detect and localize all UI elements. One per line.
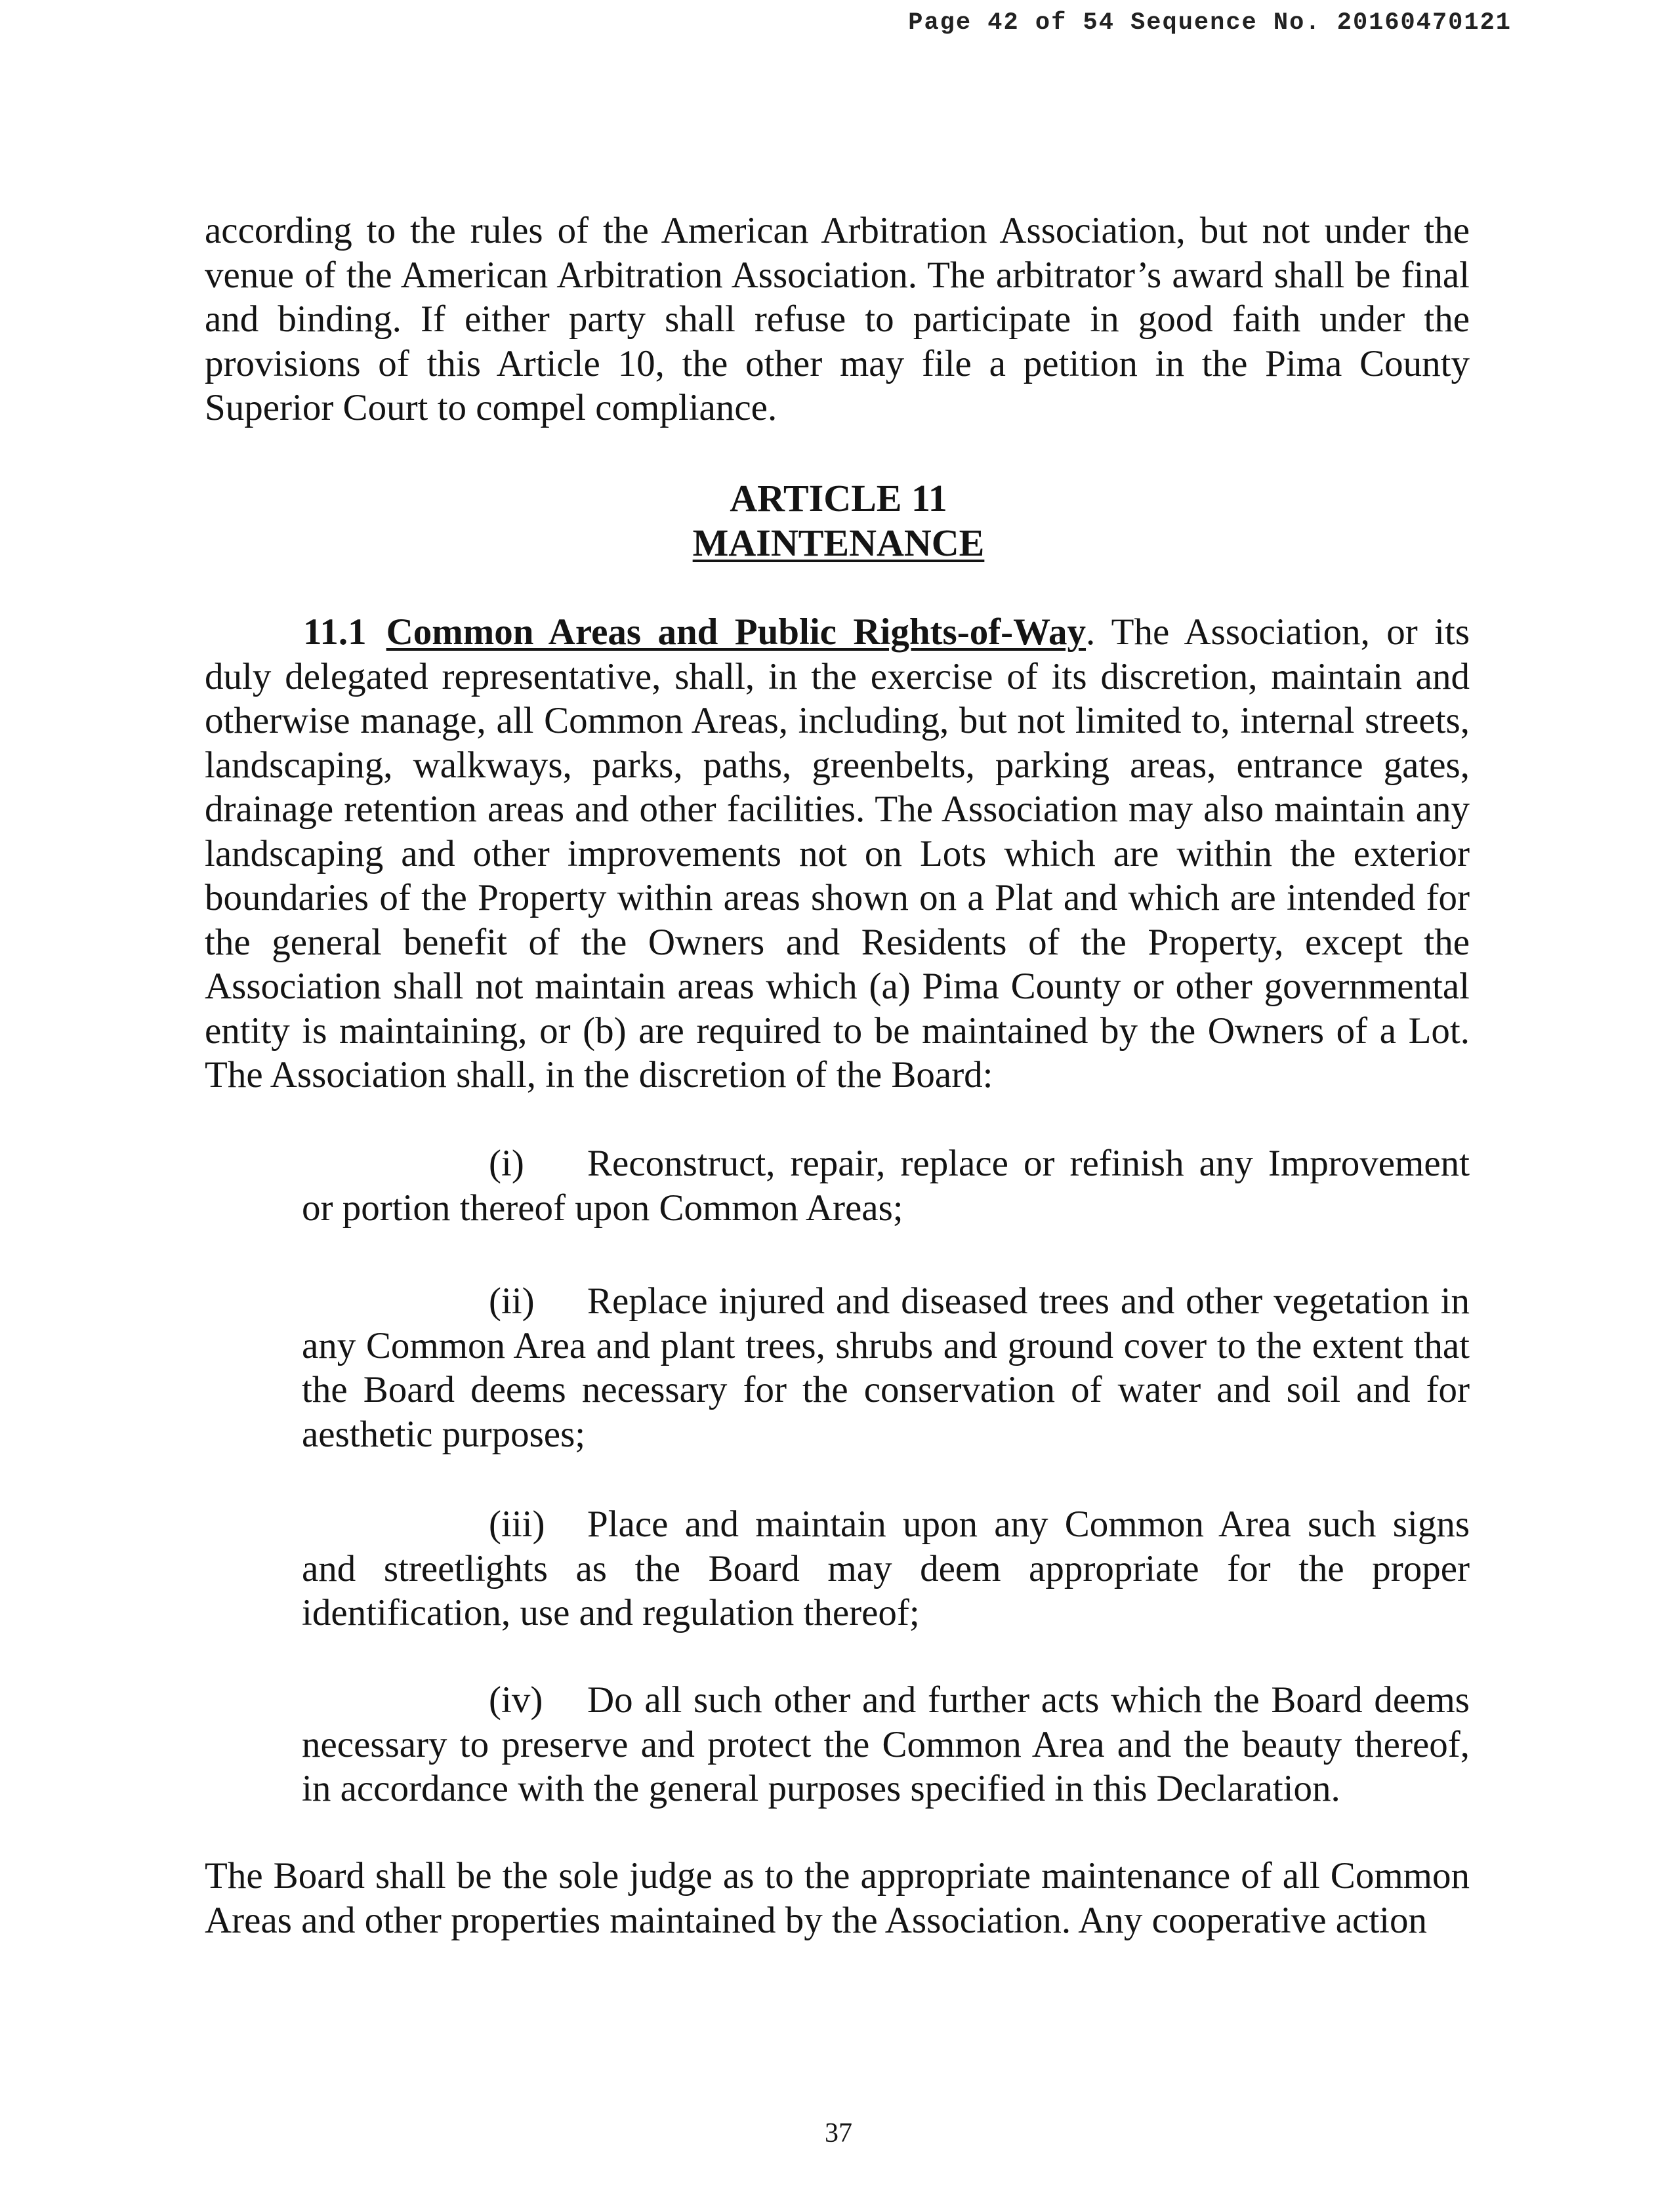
list-item-label: (iv) <box>489 1679 543 1721</box>
list-item-label: (iii) <box>489 1504 545 1545</box>
list-item-iv <box>302 1678 1470 1811</box>
list-item-i <box>302 1141 1470 1230</box>
section-title: Common Areas and Public Rights-of-Way <box>386 611 1087 653</box>
list-item-text: Do all such other and further acts which the Board deems necessary to preserve and protect the Common Area and the beauty thereof, in accordance with the general purposes specified in this Declaration. <box>302 1679 1470 1809</box>
section-11-1-paragraph <box>205 610 1470 1097</box>
list-item-iii <box>302 1502 1470 1635</box>
page-number: 37 <box>825 2118 852 2148</box>
intro-paragraph: according to the rules of the American Arbitration Association, but not under the venue of the American Arbitration Association. The arbitrator’s award shall be final and binding. If either party shall refuse to participate in good faith under the provisions of this Article 10, the other may file a petition in the Pima County Superior Court to compel compliance. <box>205 210 1470 428</box>
list-item-text: Replace injured and diseased trees and other vegetation in any Common Area and plant trees, shrubs and ground cover to the extent that the Board deems necessary for the conservation of water and soil and for aesthetic purposes; <box>302 1280 1470 1455</box>
article-number: ARTICLE 11 <box>730 477 947 520</box>
article-title: MAINTENANCE <box>692 522 985 564</box>
list-item-label: (ii) <box>489 1280 535 1322</box>
article-heading <box>0 476 1677 565</box>
list-item-ii <box>302 1279 1470 1456</box>
page-header: Page 42 of 54 Sequence No. 20160470121 <box>908 9 1512 37</box>
list-item-text: Place and maintain upon any Common Area such signs and streetlights as the Board may deem appropriate for the proper identification, use and regulation thereof; <box>302 1504 1470 1633</box>
section-body-text: . The Association, or its duly delegated representative, shall, in the exercise of its discretion, maintain and otherwise manage, all Common Areas, including, but not limited to, internal streets, landscaping, walkways, parks, paths, greenbelts, parking areas, entrance gates, drainage retention areas and other facilities. The Association may also maintain any landscaping and other improvements not on Lots which are within the exterior boundaries of the Property within areas shown on a Plat and which are intended for the general benefit of the Owners and Residents of the Property, except the Association shall not maintain areas which (a) Pima County or other governmental entity is maintaining, or (b) are required to be maintained by the Owners of a Lot. The Association shall, in the discretion of the Board: <box>205 611 1470 1096</box>
section-number: 11.1 <box>303 611 367 653</box>
list-item-label: (i) <box>489 1143 524 1184</box>
closing-paragraph: The Board shall be the sole judge as to the appropriate maintenance of all Common Areas and other properties maintained by the Association. Any cooperative action <box>205 1855 1470 1941</box>
list-item-text: Reconstruct, repair, replace or refinish any Improvement or portion thereof upon Common Areas; <box>302 1143 1470 1229</box>
